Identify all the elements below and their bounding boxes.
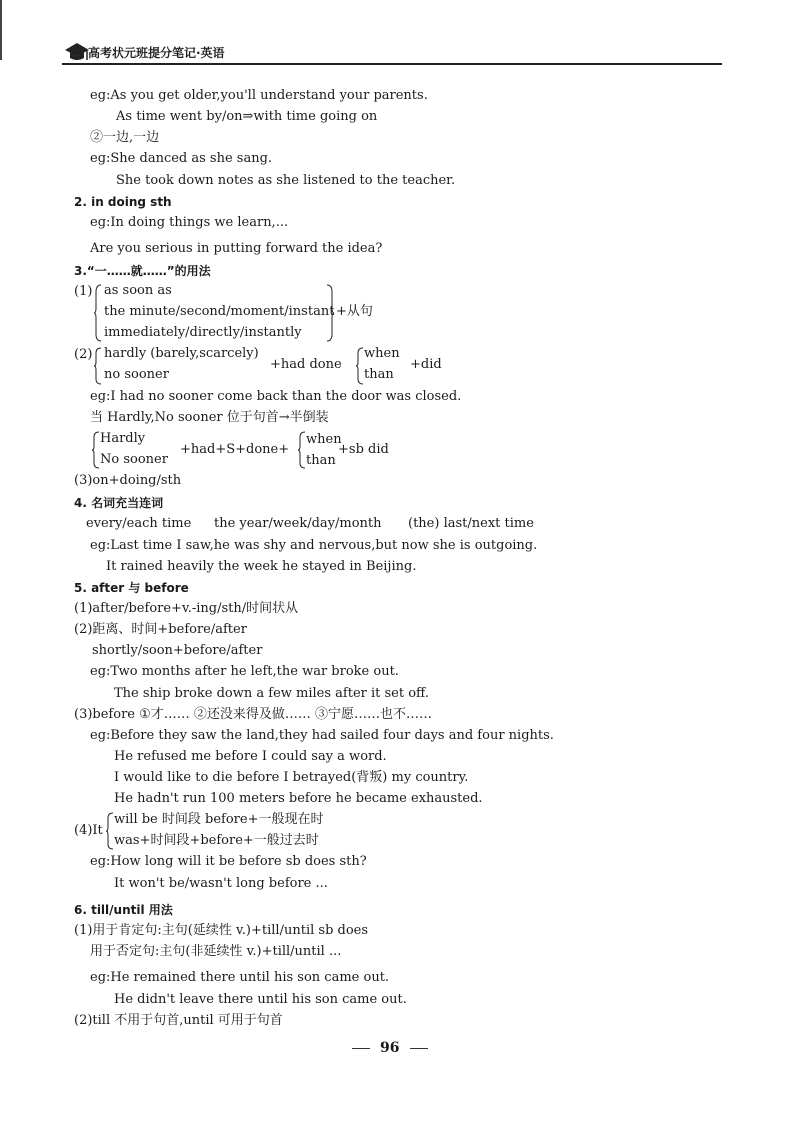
text-line: when	[364, 346, 400, 361]
header-rule	[62, 63, 722, 65]
text-line: immediately/directly/instantly	[104, 325, 302, 340]
page-number-dash-right	[410, 1048, 428, 1049]
text-line: (1)用于肯定句:主句(延续性 v.)+till/until sb does	[74, 923, 369, 938]
left-brace-icon	[298, 431, 306, 469]
text-line: the minute/second/moment/instant	[104, 304, 335, 319]
text-line: +had done	[270, 357, 342, 372]
page-number-dash-left	[352, 1048, 370, 1049]
text-line: (3)on+doing/sth	[74, 473, 182, 488]
sub-number: (4)It	[74, 823, 103, 838]
text-line: eg:She danced as she sang.	[90, 151, 273, 166]
text-line: eg:I had no sooner come back than the door was closed.	[90, 389, 462, 404]
text-line: eg:He remained there until his son came out.	[90, 970, 390, 985]
text-line: 用于否定句:主句(非延续性 v.)+till/until ...	[90, 944, 342, 959]
text-line: (the) last/next time	[408, 516, 534, 531]
text-line: no sooner	[104, 367, 169, 382]
page-number: 96	[380, 1040, 400, 1056]
text-line: will be 时间段 before+一般现在时	[114, 812, 324, 827]
text-line: She took down notes as she listened to the teacher.	[116, 173, 456, 188]
text-line: No sooner	[100, 452, 168, 467]
text-line: was+时间段+before+一般过去时	[114, 833, 319, 848]
left-brace-icon	[106, 812, 114, 850]
text-line: I would like to die before I betrayed(背叛) my country.	[114, 770, 469, 785]
text-line: He hadn't run 100 meters before he became exhausted.	[114, 791, 483, 806]
sub-number: (1)	[74, 284, 93, 299]
text-line: eg:How long will it be before sb does sth?	[90, 854, 367, 869]
section-heading: 5. after 与 before	[74, 581, 189, 595]
text-line: as soon as	[104, 283, 172, 298]
scan-edge-mark	[0, 0, 2, 60]
text-line: the year/week/day/month	[214, 516, 382, 531]
text-line: than	[364, 367, 394, 382]
text-line: +did	[410, 357, 442, 372]
text-line: (1)after/before+v.-ing/sth/时间状从	[74, 601, 299, 616]
text-line: It rained heavily the week he stayed in Beijing.	[106, 559, 417, 574]
text-line: Hardly	[100, 431, 146, 446]
text-line: ②一边,一边	[90, 130, 160, 145]
left-brace-icon	[94, 347, 102, 385]
text-line: eg:As you get older,you'll understand your parents.	[90, 88, 428, 103]
section-heading: 6. till/until 用法	[74, 903, 173, 917]
text-line: 当 Hardly,No sooner 位于句首→半倒装	[90, 410, 329, 425]
left-brace-icon	[356, 347, 364, 385]
section-heading: 2. in doing sth	[74, 195, 172, 209]
text-line: when	[306, 432, 342, 447]
text-line: As time went by/on⇒with time going on	[116, 109, 378, 124]
text-line: He refused me before I could say a word.	[114, 749, 387, 764]
text-line: (3)before ①才…… ②还没来得及做…… ③宁愿……也不……	[74, 707, 433, 722]
section-heading: 4. 名词充当连词	[74, 496, 164, 510]
text-line: eg:Last time I saw,he was shy and nervous,but now she is outgoing.	[90, 538, 538, 553]
text-line: eg:Before they saw the land,they had sailed four days and four nights.	[90, 728, 554, 743]
text-line: The ship broke down a few miles after it set off.	[114, 686, 429, 701]
header-title: 高考状元班提分笔记·英语	[88, 46, 225, 60]
sub-number: (2)	[74, 347, 93, 362]
text-line: every/each time	[86, 516, 192, 531]
text-line: Are you serious in putting forward the idea?	[90, 241, 383, 256]
text-line: (2)till 不用于句首,until 可用于句首	[74, 1013, 283, 1028]
graduation-cap-icon	[64, 40, 90, 64]
text-line: +had+S+done+	[180, 442, 290, 457]
text-line: eg:In doing things we learn,...	[90, 215, 289, 230]
text-line: (2)距离、时间+before/after	[74, 622, 247, 637]
text-line: hardly (barely,scarcely)	[104, 346, 259, 361]
text-line: eg:Two months after he left,the war broke out.	[90, 664, 399, 679]
text-line: +sb did	[338, 442, 389, 457]
section-heading: 3.“一……就……”的用法	[74, 264, 211, 278]
text-line: than	[306, 453, 336, 468]
text-line: +从句	[336, 304, 373, 319]
left-brace-icon	[92, 431, 100, 469]
right-brace-icon	[326, 284, 334, 342]
text-line: He didn't leave there until his son came out.	[114, 992, 407, 1007]
left-brace-icon	[94, 284, 102, 342]
text-line: It won't be/wasn't long before ...	[114, 876, 328, 891]
text-line: shortly/soon+before/after	[92, 643, 263, 658]
